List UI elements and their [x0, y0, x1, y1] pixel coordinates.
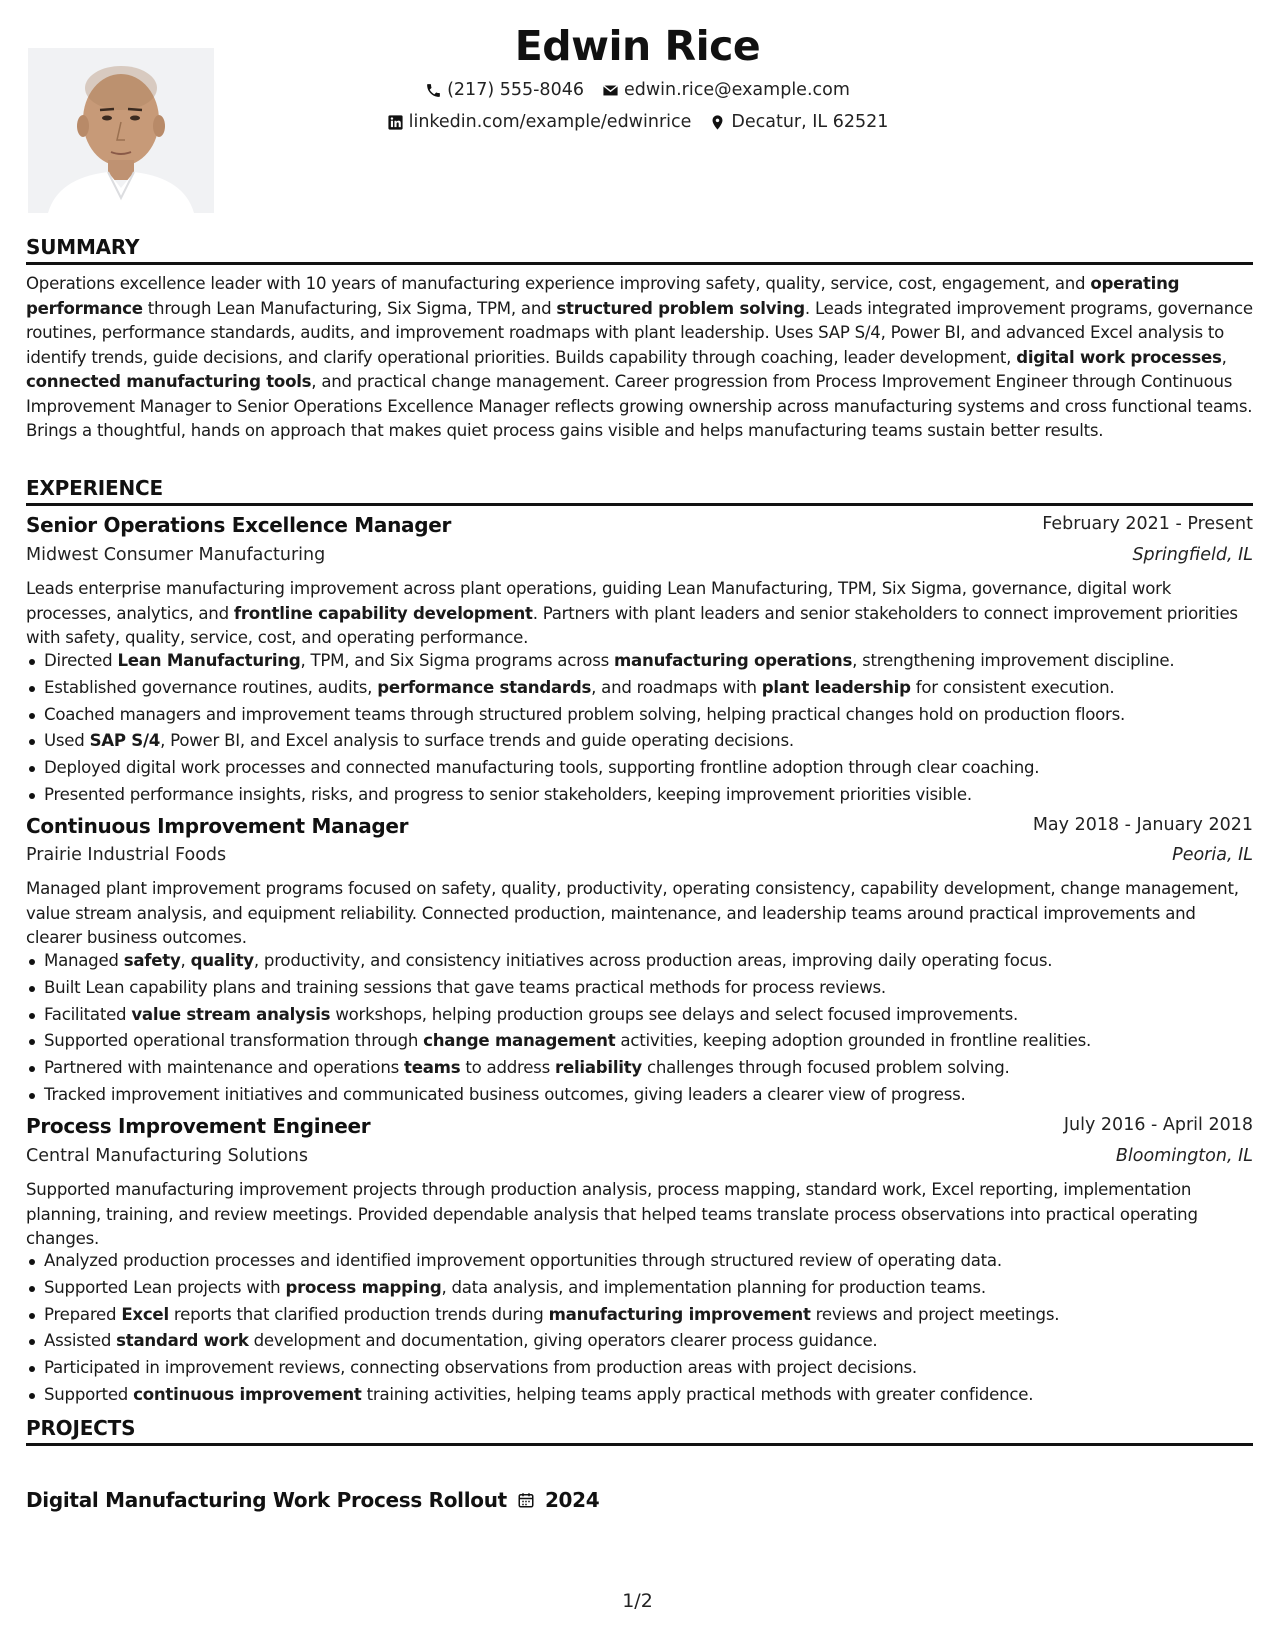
text-segment: training activities, helping teams apply practical methods with greater confidence. — [361, 1384, 1034, 1404]
candidate-name: Edwin Rice — [514, 22, 761, 70]
phone-contact[interactable] — [425, 80, 584, 100]
job-dates: May 2018 - January 2021 — [1032, 815, 1253, 835]
text-segment: , productivity, and consistency initiatives across production areas, improving daily operating focus. — [253, 951, 1053, 970]
text-segment: , TPM, and Six Sigma programs across — [300, 651, 615, 670]
bullet-item — [26, 648, 1253, 675]
text-segment: Assisted — [44, 1331, 117, 1351]
job-bullets — [26, 648, 1253, 809]
text-segment: Tracked improvement initiatives and communicated business outcomes, giving leaders a clearer view of progress. — [44, 1084, 966, 1104]
bold-text: performance standards — [377, 677, 592, 697]
bold-text: manufacturing operations — [614, 651, 853, 670]
bold-text: digital work processes — [1016, 347, 1222, 367]
bold-text: teams — [404, 1058, 461, 1078]
bold-text: reliability — [555, 1058, 642, 1078]
map-pin-icon — [709, 114, 726, 131]
text-segment: Participated in improvement reviews, connecting observations from production areas with project decisions. — [44, 1358, 917, 1378]
job-company: Central Manufacturing Solutions — [26, 1146, 308, 1166]
bullet-item — [26, 675, 1253, 702]
job-dates: February 2021 - Present — [1042, 514, 1253, 534]
project-title: Digital Manufacturing Work Process Rollout — [26, 1488, 507, 1512]
job-company: Prairie Industrial Foods — [26, 845, 227, 865]
bullet-item — [26, 1082, 1253, 1109]
bold-text: continuous improvement — [133, 1384, 362, 1404]
job-location: Bloomington, IL — [1115, 1146, 1253, 1166]
bold-text: change management — [423, 1031, 616, 1051]
text-segment: Facilitated — [44, 1004, 132, 1024]
bold-text: operating performance — [26, 274, 1180, 318]
text-segment: Built Lean capability plans and training sessions that gave teams practical methods for process reviews. — [44, 977, 886, 997]
phone-icon — [425, 82, 442, 99]
bullet-item — [26, 975, 1253, 1002]
bold-text: frontline capability development — [233, 603, 533, 623]
job-description — [26, 577, 1253, 651]
contact-row-2 — [0, 112, 1275, 132]
page-number: 1/2 — [622, 1590, 653, 1612]
text-segment: Partnered with maintenance and operations — [44, 1058, 405, 1078]
text-segment: , — [180, 951, 191, 970]
bold-text: standard work — [116, 1331, 249, 1351]
summary-heading: SUMMARY — [26, 235, 1253, 265]
bold-text: structured problem solving — [556, 298, 805, 318]
text-segment: , and practical change management. Career progression from Process Improvement Engineer through Continuous Improvement Manager to Senior Operations Excellence Manager reflects growing ownership across manufacturing systems and cross functional teams. Brings a thoughtful, hands on approach that makes quiet process gains visible and helps manufacturing teams sustain better results. — [26, 372, 1253, 440]
bullet-item — [26, 948, 1253, 975]
text-segment: development and documentation, giving operators clearer process guidance. — [248, 1331, 878, 1351]
bold-text: Lean Manufacturing — [117, 651, 301, 670]
linkedin-contact[interactable] — [387, 112, 692, 132]
text-segment: workshops, helping production groups see delays and select focused improvements. — [330, 1004, 1019, 1024]
text-segment: , Power BI, and Excel analysis to surface trends and guide operating decisions. — [160, 731, 794, 751]
bullet-item — [26, 1382, 1253, 1409]
text-segment: , — [1221, 347, 1227, 367]
job-description — [26, 1178, 1253, 1252]
text-segment: reports that clarified production trends during — [168, 1304, 549, 1324]
bold-text: plant leadership — [761, 677, 911, 697]
text-segment: , strengthening improvement discipline. — [852, 651, 1175, 670]
text-segment: Presented performance insights, risks, and progress to senior stakeholders, keeping improvement priorities visible. — [44, 784, 972, 804]
bullet-item — [26, 782, 1253, 809]
bullet-item — [26, 1002, 1253, 1029]
text-segment: Supported manufacturing improvement projects through production analysis, process mapping, standard work, Excel reporting, implementation planning, training, and review meetings. Provided dependable analysis that helped teams translate process observations into practical operating changes. — [26, 1180, 1198, 1248]
bold-text: manufacturing improvement — [548, 1304, 811, 1324]
calendar-icon — [517, 1491, 535, 1509]
bullet-item — [26, 728, 1253, 755]
text-segment: Operations excellence leader with 10 years of manufacturing experience improving safety, quality, service, cost, engagement, and — [26, 274, 1091, 293]
text-segment: challenges through focused problem solving. — [641, 1058, 1010, 1078]
bullet-item — [26, 1355, 1253, 1382]
text-segment: Leads enterprise manufacturing improvement across plant operations, guiding Lean Manufacturing, TPM, Six Sigma, governance, digital work processes, analytics, and — [26, 579, 1172, 623]
project-year: 2024 — [544, 1488, 600, 1512]
bullet-item — [26, 1248, 1253, 1275]
summary-text — [26, 272, 1253, 444]
text-segment: activities, keeping adoption grounded in frontline realities. — [615, 1031, 1092, 1051]
bold-text: process mapping — [285, 1277, 442, 1297]
text-segment: Prepared — [44, 1304, 122, 1324]
bullet-item — [26, 1028, 1253, 1055]
text-segment: Used — [44, 731, 90, 751]
bold-text: connected manufacturing tools — [26, 372, 312, 391]
job-dates: July 2016 - April 2018 — [1063, 1115, 1253, 1135]
text-segment: for consistent execution. — [910, 677, 1115, 697]
location-text: Decatur, IL 62521 — [731, 112, 889, 132]
job-location: Springfield, IL — [1132, 545, 1253, 565]
email-text: edwin.rice@example.com — [623, 80, 850, 100]
text-segment: , data analysis, and implementation planning for production teams. — [441, 1277, 986, 1297]
contact-row-1 — [0, 80, 1275, 100]
text-segment: Deployed digital work processes and connected manufacturing tools, supporting frontline adoption through clear coaching. — [44, 758, 1040, 778]
bullet-item — [26, 755, 1253, 782]
linkedin-icon — [387, 114, 404, 131]
text-segment: through Lean Manufacturing, Six Sigma, TPM, and — [142, 298, 557, 318]
job-bullets — [26, 1248, 1253, 1409]
text-segment: , and roadmaps with — [591, 677, 762, 697]
text-segment: Managed plant improvement programs focused on safety, quality, productivity, operating consistency, capability development, change management, value stream analysis, and equipment reliability. Connected production, maintenance, and leadership teams around practical improvements and clearer business outcomes. — [26, 879, 1239, 947]
envelope-icon — [602, 82, 619, 99]
job-location: Peoria, IL — [1172, 845, 1253, 865]
bold-text: SAP S/4 — [89, 731, 161, 751]
job-title: Senior Operations Excellence Manager — [26, 513, 452, 537]
text-segment: Directed — [44, 651, 118, 670]
text-segment: Established governance routines, audits, — [44, 677, 378, 697]
bold-text: quality — [190, 951, 254, 970]
bullet-item — [26, 1055, 1253, 1082]
phone-text: (217) 555-8046 — [447, 80, 584, 100]
text-segment: to address — [460, 1058, 556, 1078]
text-segment: . Partners with plant leaders and senior stakeholders to connect improvement priorities with safety, quality, service, cost, and operating performance. — [26, 603, 1238, 647]
text-segment: Supported Lean projects with — [44, 1277, 286, 1297]
email-contact[interactable] — [602, 80, 850, 100]
location-contact — [709, 112, 888, 132]
bold-text: value stream analysis — [131, 1004, 331, 1024]
bold-text: safety — [123, 951, 181, 970]
projects-heading: PROJECTS — [26, 1416, 1253, 1446]
bullet-item — [26, 1275, 1253, 1302]
text-segment: Coached managers and improvement teams through structured problem solving, helping practical changes hold on production floors. — [44, 704, 1125, 724]
text-segment: reviews and project meetings. — [810, 1304, 1060, 1324]
bullet-item — [26, 702, 1253, 729]
text-segment: Supported — [44, 1384, 134, 1404]
bold-text: Excel — [121, 1304, 169, 1324]
job-company: Midwest Consumer Manufacturing — [26, 545, 326, 565]
job-title: Process Improvement Engineer — [26, 1114, 371, 1138]
experience-heading: EXPERIENCE — [26, 476, 1253, 506]
job-title: Continuous Improvement Manager — [26, 814, 409, 838]
bullet-item — [26, 1328, 1253, 1355]
text-segment: Managed — [44, 951, 124, 970]
linkedin-text: linkedin.com/example/edwinrice — [408, 112, 692, 132]
job-description — [26, 877, 1253, 951]
text-segment: . Leads integrated improvement programs, governance routines, performance standards, audits, and improvement roadmaps with plant leadership. Uses SAP S/4, Power BI, and advanced Excel analysis to identify trends, guide decisions, and clarify operational priorities. Builds capability through coaching, leader development, — [26, 298, 1253, 367]
bullet-item — [26, 1302, 1253, 1329]
job-bullets — [26, 948, 1253, 1109]
project-item — [26, 1488, 599, 1512]
text-segment: Analyzed production processes and identified improvement opportunities through structured review of operating data. — [44, 1251, 1002, 1270]
text-segment: Supported operational transformation through — [44, 1031, 424, 1051]
